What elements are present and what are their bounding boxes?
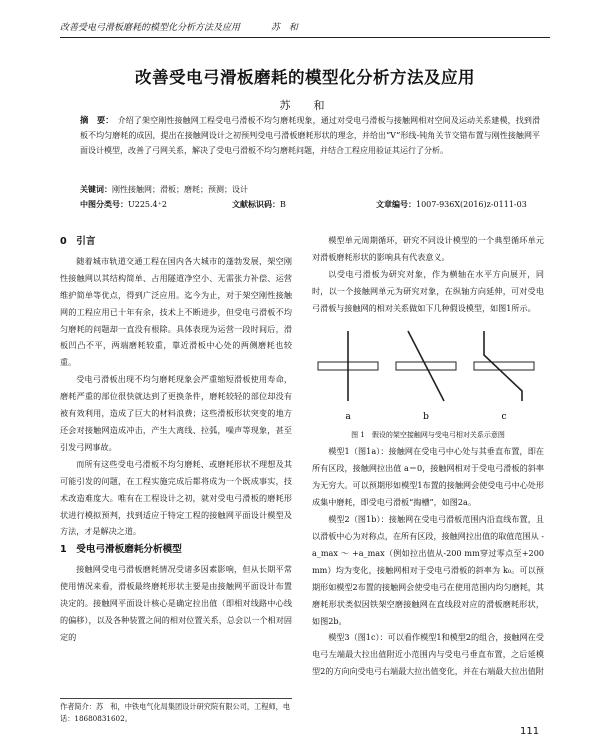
keywords	[80, 184, 540, 195]
figure-1	[312, 325, 544, 425]
left-column	[60, 232, 292, 646]
figure-1-diagram	[312, 325, 544, 425]
page-number: 111	[520, 726, 540, 737]
article-no-value: 1007-936X(2016)z-0111-03	[416, 200, 527, 209]
author-footnote: 作者简介：苏 和，中铁电气化局集团设计研究院有限公司，工程师，电话：18680831602。	[60, 698, 292, 725]
abstract-text: 介绍了架空刚性接触网工程受电弓滑板不均匀磨耗现象，通过对受电弓滑板与接触网相对空间及运动关系建模，找到滑板不均匀磨耗的成因，提出在接触网设计之初预判受电弓滑板磨耗形状的理念，并给出“V”形线-钝角关节交错布置与刚性接触网平面设计模型，改善了弓网关系，解决了受电弓滑板不均匀磨耗问题，并结合工程应用验证其运行了分析。	[80, 116, 540, 156]
article-no-label: 文章编号：	[376, 200, 416, 209]
doc-code-value: B	[280, 200, 286, 209]
paragraph: 接触网受电弓滑板磨耗情况受诸多因素影响，但从长期平常使用情况来看，滑板最终磨耗形状主要是由接触网平面设计布置决定的。接触网平面设计核心是确定拉出值（即相对线路中心线的偏移），以及各种装置之间的相对位置关系，总会以一个相对固定的	[60, 564, 292, 642]
running-header-title: 改善受电弓滑板磨耗的模型化分析方法及应用	[60, 23, 241, 33]
paragraph: 模型单元周期循环，研究不同设计模型的一个典型循环单元对滑板磨耗形状的影响具有代表意义。	[312, 235, 544, 262]
paragraph: 而所有这些受电弓滑板不均匀磨耗、或磨耗形状不理想及其可能引发的问题，在工程实施完成后都将成为一个既成事实，技术改造难度大。唯有在工程设计之初，就对受电弓滑板的磨耗形状进行模拟预判，找到适应于特定工程的接触网平面设计模型及方法，才是解决之道。	[60, 458, 292, 537]
figure-label-c: c	[501, 411, 507, 422]
section-heading-model: 1 受电弓滑板磨耗分析模型	[60, 544, 182, 556]
section-heading-intro: 0 引言	[60, 236, 96, 247]
paragraph: 模型1（图1a）：接触网在受电弓中心处与其垂直布置，即在所有区段，接触网拉出值 a＝0，接触网相对于受电弓滑板的斜率为无穷大。可以预期形如模型1布置的接触网会使受电弓中心处形成集中磨耗，即受电弓滑板“掏槽”，如图2a。	[312, 446, 544, 508]
figure-label-a: a	[345, 411, 351, 422]
figure-label-b: b	[423, 411, 429, 422]
paper-title: 改善受电弓滑板磨耗的模型化分析方法及应用	[135, 68, 475, 87]
figure-caption: 图 1 假设的架空接触网与受电弓相对关系示意图	[351, 430, 505, 439]
paragraph: 模型3（图1c）：可以看作模型1和模型2的组合，接触网在受电弓左端最大拉出值附近小范围内与受电弓垂直布置，之后延模型2的方向向受电弓右端最大拉出值变化，并在右端最大拉出值附	[312, 632, 544, 677]
clc-value: U225.4⁺2	[128, 200, 167, 209]
abstract-label: 摘 要：	[80, 115, 114, 125]
keywords-label: 关键词：	[80, 185, 112, 194]
paragraph: 随着城市轨道交通工程在国内各大城市的蓬勃发展，架空刚性接触网以其结构简单、占用隧道净空小、无需张力补偿、运营维护简单等优点，得到广泛应用。迄今为止，对于架空刚性接触网的工程应用已十年有余，技术上不断进步，但受电弓滑板不均匀磨耗的问题却一直没有根除。具体表现为运营一段时间后，滑板凹凸不平，两端磨耗较重，靠近滑板中心处的两侧磨耗也较重。	[60, 255, 292, 368]
doc-code-label: 文献标识码：	[232, 200, 280, 209]
paragraph: 以受电弓滑板为研究对象，作为横轴在水平方向展开，同时，以一个接触网单元为研究对象，在纵轴方向延伸，可对受电弓滑板与接触网的相对关系做如下几种假设模型，如图1所示。	[312, 268, 544, 313]
paragraph: 受电弓滑板出现不均匀磨耗现象会严重缩短滑板使用寿命，磨耗严重的部位很快就达到了更换条件，磨耗较轻的部位却没有被有效利用，造成了巨大的材料浪费；这些滑板形状突变的地方还会对接触网造成冲击，产生大离线、拉弧，噪声等现象，甚至引发弓网事故。	[60, 374, 292, 452]
author-name: 苏 和	[279, 99, 331, 112]
abstract	[80, 113, 540, 159]
keywords-text: 刚性接触网；滑板；磨耗；预测；设计	[112, 185, 248, 194]
clc-label: 中图分类号：	[80, 200, 128, 209]
figure-panel-c	[474, 331, 534, 401]
figure-panel-b	[396, 331, 456, 401]
paragraph: 模型2（图1b）：接触网在受电弓滑板范围内沿直线布置，且以滑板中心为对称点，在所有区段，接触网拉出值的取值范围从 -a_max ～ +a_max（例如拉出值从-200 mm穿过零点至+200 mm）均为变化，接触网相对于受电弓滑板的斜率为 k₀。可以预期形如模型2布置的接触网会使受电弓在使用范围内均匀磨耗，其磨耗形状类似因铁架空磨接触网在直线段对应的滑板磨耗形状，如图2b。	[312, 514, 544, 626]
right-column	[312, 232, 544, 680]
running-header-author: 苏 和	[270, 23, 298, 33]
running-header	[60, 20, 550, 33]
header-rule	[60, 37, 550, 38]
figure-panel-a	[318, 331, 378, 401]
